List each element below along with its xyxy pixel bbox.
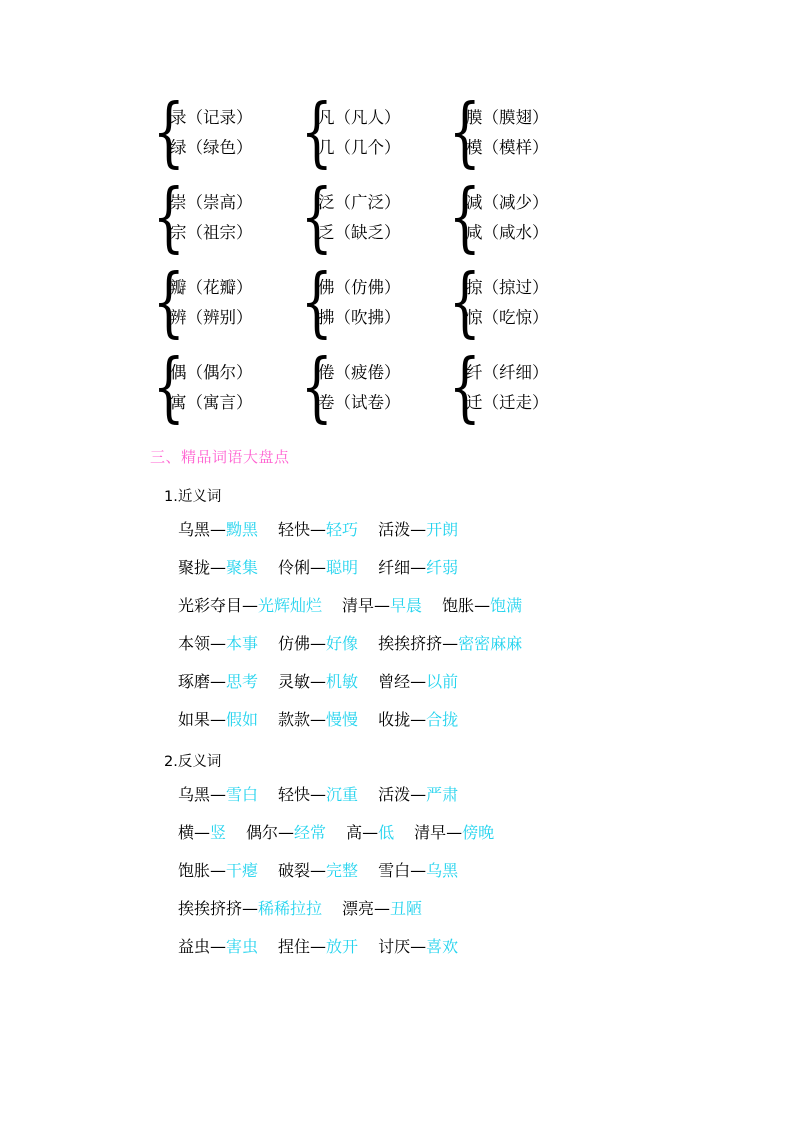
word-answer: 干瘪 — [226, 861, 259, 880]
dash-separator: — — [310, 785, 327, 804]
word-prompt: 款款 — [278, 710, 311, 729]
word-answer: 光辉灿烂 — [258, 596, 323, 615]
word-pair — [378, 712, 458, 728]
subsection-list — [150, 485, 643, 955]
brace-group — [298, 343, 446, 432]
brace-icon: { — [300, 258, 333, 347]
word-pair — [178, 863, 258, 879]
word-answer: 密密麻麻 — [458, 634, 523, 653]
dash-separator: — — [410, 558, 427, 577]
brace-item: 泛（广泛） — [318, 192, 401, 212]
dash-separator: — — [374, 899, 391, 918]
word-answer: 轻巧 — [326, 520, 359, 539]
word-pair — [342, 598, 422, 614]
word-answer: 乌黑 — [426, 861, 459, 880]
word-pair-line — [178, 901, 643, 917]
word-answer: 开朗 — [426, 520, 459, 539]
brace-group — [150, 258, 298, 347]
word-pair — [178, 825, 226, 841]
word-answer: 饱满 — [490, 596, 523, 615]
word-prompt: 清早 — [414, 823, 447, 842]
dash-separator: — — [410, 672, 427, 691]
word-pair-line — [178, 825, 643, 841]
word-pair — [178, 712, 258, 728]
brace-icon: { — [448, 88, 481, 177]
dash-separator: — — [210, 861, 227, 880]
word-pair — [378, 863, 458, 879]
brace-group — [150, 173, 298, 262]
word-prompt: 收拢 — [378, 710, 411, 729]
brace-group — [150, 88, 298, 177]
dash-separator: — — [210, 558, 227, 577]
word-answer: 稀稀拉拉 — [258, 899, 323, 918]
word-answer: 黝黑 — [226, 520, 259, 539]
word-pair — [278, 674, 358, 690]
brace-icon: { — [300, 343, 333, 432]
brace-item: 惊（吃惊） — [466, 308, 549, 327]
brace-item: 卷（试卷） — [318, 393, 401, 412]
brace-icon: { — [152, 173, 185, 262]
brace-item: 模（模样） — [466, 138, 549, 157]
word-answer: 喜欢 — [426, 937, 459, 956]
word-pair — [178, 939, 258, 955]
brace-item: 录（记录） — [170, 107, 253, 127]
word-answer: 严肃 — [426, 785, 459, 804]
brace-item: 纤（纤细） — [466, 362, 549, 382]
word-answer: 聚集 — [226, 558, 259, 577]
brace-icon: { — [448, 258, 481, 347]
brace-item: 减（减少） — [466, 192, 549, 212]
word-pair — [378, 560, 458, 576]
word-answer: 纤弱 — [426, 558, 459, 577]
word-answer: 完整 — [326, 861, 359, 880]
word-pair — [278, 787, 358, 803]
word-prompt: 饱胀 — [442, 596, 475, 615]
word-prompt: 琢磨 — [178, 672, 211, 691]
word-pair — [346, 825, 394, 841]
dash-separator: — — [362, 823, 379, 842]
word-prompt: 如果 — [178, 710, 211, 729]
word-pair — [278, 939, 358, 955]
brace-item: 几（几个） — [318, 138, 401, 157]
word-answer: 聪明 — [326, 558, 359, 577]
dash-separator: — — [310, 520, 327, 539]
subsection-title: 2.反义词 — [164, 754, 222, 770]
word-pair — [278, 863, 358, 879]
word-answer: 沉重 — [326, 785, 359, 804]
word-answer: 经常 — [294, 823, 327, 842]
brace-item: 寓（寓言） — [170, 393, 253, 412]
brace-item: 绿（绿色） — [170, 138, 253, 157]
word-pair — [342, 901, 422, 917]
word-pair — [278, 522, 358, 538]
dash-separator: — — [194, 823, 211, 842]
word-pair-line — [178, 939, 643, 955]
brace-item: 倦（疲倦） — [318, 362, 401, 382]
word-prompt: 纤细 — [378, 558, 411, 577]
dash-separator: — — [442, 634, 459, 653]
word-prompt: 仿佛 — [278, 634, 311, 653]
word-answer: 以前 — [426, 672, 459, 691]
section-heading-three: 三、精品词语大盘点 — [150, 448, 290, 466]
word-pair — [178, 636, 258, 652]
word-answer: 竖 — [210, 823, 227, 842]
word-answer: 低 — [378, 823, 395, 842]
brace-group — [298, 88, 446, 177]
word-pair — [178, 522, 258, 538]
brace-group — [298, 258, 446, 347]
dash-separator: — — [410, 710, 427, 729]
brace-item: 迁（迁走） — [466, 393, 549, 412]
word-pair-line — [178, 636, 643, 652]
word-pair — [178, 674, 258, 690]
word-pair-line — [178, 560, 643, 576]
word-prompt: 捏住 — [278, 937, 311, 956]
word-answer: 本事 — [226, 634, 259, 653]
word-prompt: 挨挨挤挤 — [378, 634, 443, 653]
word-answer: 傍晚 — [462, 823, 495, 842]
dash-separator: — — [410, 937, 427, 956]
word-prompt: 挨挨挤挤 — [178, 899, 243, 918]
brace-icon: { — [152, 343, 185, 432]
character-compare-section — [150, 88, 643, 432]
word-pair — [442, 598, 522, 614]
subsection-title: 1.近义词 — [164, 489, 222, 505]
word-answer: 慢慢 — [326, 710, 359, 729]
word-answer: 机敏 — [326, 672, 359, 691]
word-answer: 假如 — [226, 710, 259, 729]
word-prompt: 益虫 — [178, 937, 211, 956]
dash-separator: — — [446, 823, 463, 842]
brace-row — [150, 343, 643, 432]
brace-item: 崇（崇高） — [170, 192, 253, 212]
word-prompt: 饱胀 — [178, 861, 211, 880]
brace-item: 掠（掠过） — [466, 277, 549, 297]
brace-row — [150, 88, 643, 177]
brace-item: 膜（膜翅） — [466, 107, 549, 127]
dash-separator: — — [210, 520, 227, 539]
dash-separator: — — [310, 672, 327, 691]
dash-separator: — — [410, 520, 427, 539]
brace-item: 凡（凡人） — [318, 107, 401, 127]
brace-group — [298, 173, 446, 262]
dash-separator: — — [278, 823, 295, 842]
word-prompt: 破裂 — [278, 861, 311, 880]
word-answer: 早晨 — [390, 596, 423, 615]
word-prompt: 伶俐 — [278, 558, 311, 577]
word-answer: 思考 — [226, 672, 259, 691]
word-prompt: 乌黑 — [178, 520, 211, 539]
word-pair — [378, 674, 458, 690]
word-answer: 好像 — [326, 634, 359, 653]
word-pair — [378, 787, 458, 803]
brace-group — [446, 88, 594, 177]
brace-item: 拂（吹拂） — [318, 308, 401, 327]
word-prompt: 偶尔 — [246, 823, 279, 842]
word-pair-line — [178, 712, 643, 728]
word-pair — [178, 598, 322, 614]
dash-separator: — — [474, 596, 491, 615]
word-pair-line — [178, 598, 643, 614]
brace-icon: { — [448, 173, 481, 262]
word-prompt: 轻快 — [278, 785, 311, 804]
word-answer: 丑陋 — [390, 899, 423, 918]
word-pair — [378, 522, 458, 538]
brace-icon: { — [300, 88, 333, 177]
brace-icon: { — [152, 88, 185, 177]
dash-separator: — — [410, 785, 427, 804]
word-prompt: 灵敏 — [278, 672, 311, 691]
brace-item: 辨（辨别） — [170, 308, 253, 327]
word-prompt: 讨厌 — [378, 937, 411, 956]
word-pair — [178, 560, 258, 576]
dash-separator: — — [374, 596, 391, 615]
word-prompt: 曾经 — [378, 672, 411, 691]
word-prompt: 轻快 — [278, 520, 311, 539]
dash-separator: — — [210, 785, 227, 804]
word-prompt: 清早 — [342, 596, 375, 615]
word-answer: 害虫 — [226, 937, 259, 956]
word-pair-line — [178, 787, 643, 803]
word-pair-line — [178, 674, 643, 690]
word-pair — [178, 901, 322, 917]
word-pair — [278, 712, 358, 728]
word-prompt: 乌黑 — [178, 785, 211, 804]
word-prompt: 高 — [346, 823, 363, 842]
word-prompt: 本领 — [178, 634, 211, 653]
brace-group — [446, 173, 594, 262]
word-pair-line — [178, 863, 643, 879]
word-pair — [278, 560, 358, 576]
dash-separator: — — [410, 861, 427, 880]
word-answer: 放开 — [326, 937, 359, 956]
word-pair-line — [178, 522, 643, 538]
brace-item: 瓣（花瓣） — [170, 277, 253, 297]
dash-separator: — — [310, 634, 327, 653]
word-answer: 合拢 — [426, 710, 459, 729]
dash-separator: — — [310, 710, 327, 729]
brace-group — [446, 343, 594, 432]
word-prompt: 横 — [178, 823, 195, 842]
word-prompt: 雪白 — [378, 861, 411, 880]
word-pair — [414, 825, 494, 841]
brace-item: 偶（偶尔） — [170, 362, 253, 382]
dash-separator: — — [310, 558, 327, 577]
brace-group — [446, 258, 594, 347]
word-pair — [378, 939, 458, 955]
brace-icon: { — [152, 258, 185, 347]
word-prompt: 聚拢 — [178, 558, 211, 577]
dash-separator: — — [210, 937, 227, 956]
brace-item: 宗（祖宗） — [170, 223, 253, 242]
dash-separator: — — [210, 634, 227, 653]
brace-group — [150, 343, 298, 432]
word-pair — [278, 636, 358, 652]
brace-row — [150, 173, 643, 262]
word-answer: 雪白 — [226, 785, 259, 804]
word-prompt: 光彩夺目 — [178, 596, 243, 615]
dash-separator: — — [242, 596, 259, 615]
brace-icon: { — [448, 343, 481, 432]
word-pair — [178, 787, 258, 803]
dash-separator: — — [210, 672, 227, 691]
dash-separator: — — [242, 899, 259, 918]
dash-separator: — — [210, 710, 227, 729]
word-prompt: 活泼 — [378, 785, 411, 804]
brace-item: 佛（仿佛） — [318, 277, 401, 297]
brace-row — [150, 258, 643, 347]
brace-item: 咸（咸水） — [466, 223, 549, 242]
dash-separator: — — [310, 861, 327, 880]
dash-separator: — — [310, 937, 327, 956]
word-prompt: 活泼 — [378, 520, 411, 539]
word-pair — [246, 825, 326, 841]
brace-item: 乏（缺乏） — [318, 223, 401, 242]
word-pair — [378, 636, 522, 652]
brace-icon: { — [300, 173, 333, 262]
word-prompt: 漂亮 — [342, 899, 375, 918]
